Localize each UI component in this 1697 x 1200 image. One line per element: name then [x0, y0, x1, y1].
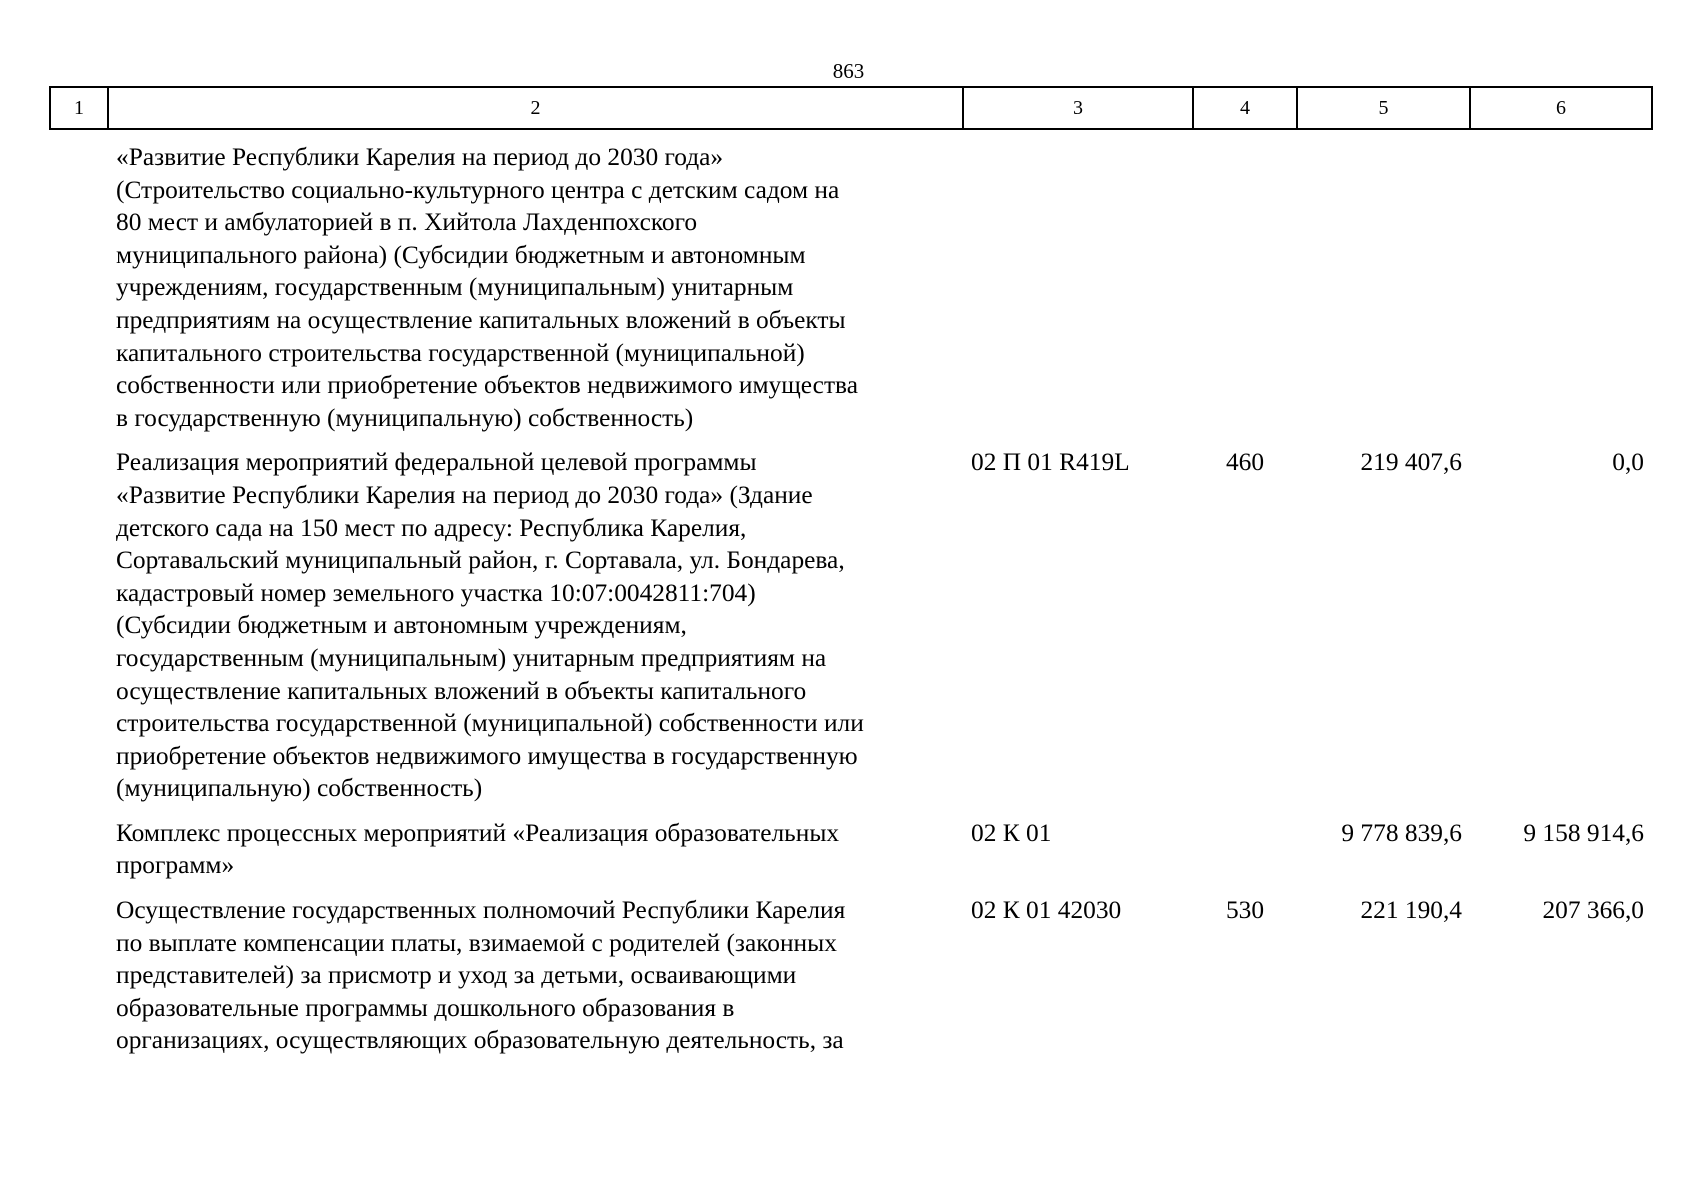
table-row: [50, 129, 1652, 434]
header-col-2: 2: [108, 87, 963, 129]
row-value-6: [1470, 129, 1652, 434]
row-type: 530: [1225, 896, 1265, 925]
row-type: [1193, 805, 1297, 882]
header-col-3: 3: [963, 87, 1193, 129]
row-name: Реализация мероприятий федеральной целевой программы «Развитие Республики Карелия на период до 2030 года» (Здание детского сада на 150 мест по адресу: Республика Карелия, Сортавальский муниципальный район, г. Сортавала, ул. Бондарева, кадастровый номер земельного участка 10:07:0042811:704) (Субсидии бюджетным и автономным учреждениям, государственным (муниципальным) унитарным предприятиям на осуществление капитальных вложений в объекты капитального строительства государственной (муниципальной) собственности или приобретение объектов недвижимого имущества в государственную (муниципальную) собственность): [116, 448, 864, 803]
table-header: [50, 87, 1652, 129]
page-number: 863: [832, 59, 865, 83]
row-type: 460: [1225, 448, 1265, 477]
table-body: [50, 129, 1652, 1057]
row-index-cell: [50, 805, 108, 882]
table-row: [50, 434, 1652, 805]
row-index-cell: [50, 129, 108, 434]
row-index-cell: [50, 882, 108, 1057]
budget-table: [49, 86, 1653, 1057]
table-row: [50, 882, 1652, 1057]
row-value-5: 221 190,4: [1360, 896, 1462, 925]
row-value-6: 207 366,0: [1542, 896, 1644, 925]
row-code: [963, 129, 1193, 434]
row-name: «Развитие Республики Карелия на период до 2030 года» (Строительство социально-культурного центра с детским садом на 80 мест и амбулаторией в п. Хийтола Лахденпохского муниципального района) (Субсидии бюджетным и автономным учреждениям, государственным (муниципальным) унитарным предприятиям на осуществление капитальных вложений в объекты капитального строительства государственной (муниципальной) собственности или приобретение объектов недвижимого имущества в государственную (муниципальную) собственность): [116, 143, 858, 432]
row-value-5: 219 407,6: [1360, 448, 1462, 477]
header-col-1: 1: [50, 87, 108, 129]
header-col-6: 6: [1470, 87, 1652, 129]
table-row: [50, 805, 1652, 882]
row-name: Комплекс процессных мероприятий «Реализация образовательных программ»: [116, 818, 840, 880]
header-row: [50, 87, 1652, 129]
row-value-6: 0,0: [1612, 448, 1644, 477]
row-value-5: [1297, 129, 1470, 434]
row-index-cell: [50, 434, 108, 805]
header-col-5: 5: [1297, 87, 1470, 129]
row-type: [1193, 129, 1297, 434]
row-value-5: 9 778 839,6: [1341, 818, 1462, 847]
row-code: 02 К 01: [971, 818, 1052, 847]
row-value-6: 9 158 914,6: [1523, 818, 1644, 847]
row-code: 02 П 01 R419L: [971, 448, 1130, 477]
row-name: Осуществление государственных полномочий Республики Карелия по выплате компенсации платы, взимаемой с родителей (законных представителей) за присмотр и уход за детьми, осваивающими образовательные программы дошкольного образования в организациях, осуществляющих образовательную деятельность, за: [116, 896, 846, 1055]
row-code: 02 К 01 42030: [971, 896, 1122, 925]
header-col-4: 4: [1193, 87, 1297, 129]
